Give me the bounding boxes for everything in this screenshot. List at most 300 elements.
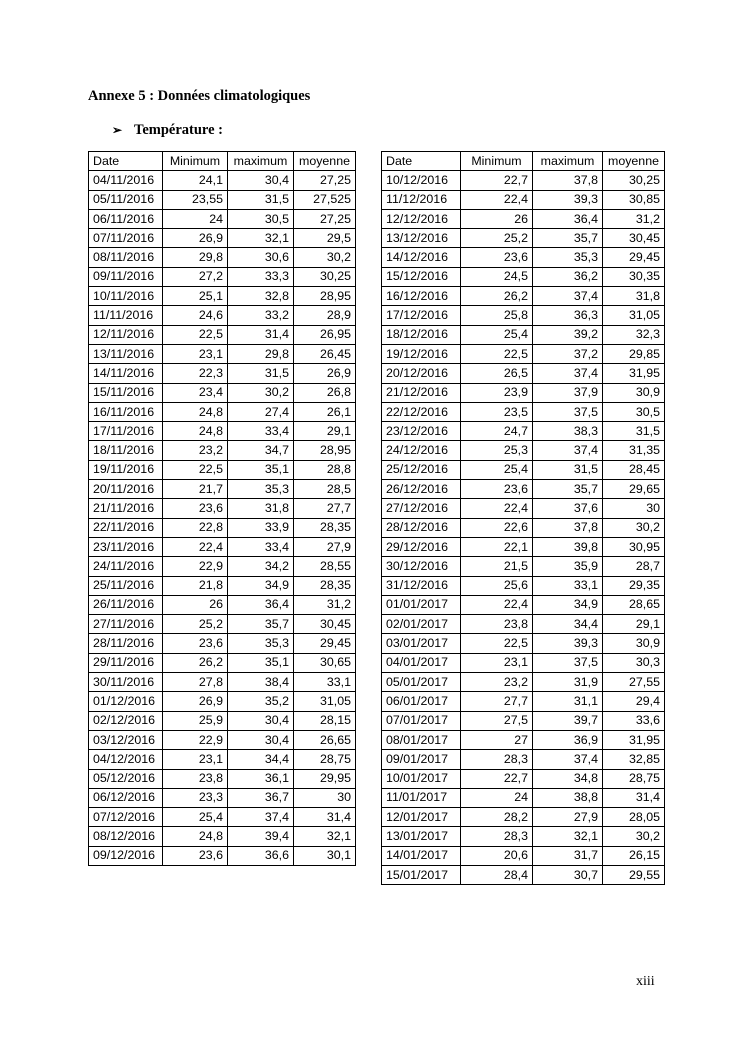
cell-moyenne: 28,65 <box>603 595 665 614</box>
table-row <box>382 422 665 441</box>
cell-minimum: 23,2 <box>461 673 533 692</box>
cell-date: 30/12/2016 <box>382 557 461 576</box>
cell-date: 28/12/2016 <box>382 518 461 537</box>
cell-moyenne: 27,25 <box>294 171 356 190</box>
page-number: xiii <box>636 974 655 989</box>
cell-maximum: 36,1 <box>228 769 294 788</box>
cell-date: 16/11/2016 <box>89 402 163 421</box>
cell-moyenne: 30,85 <box>603 190 665 209</box>
cell-date: 19/12/2016 <box>382 344 461 363</box>
cell-maximum: 30,4 <box>228 171 294 190</box>
cell-moyenne: 26,65 <box>294 730 356 749</box>
table-row <box>382 846 665 865</box>
cell-moyenne: 26,1 <box>294 402 356 421</box>
cell-date: 23/11/2016 <box>89 537 163 556</box>
table-row <box>382 402 665 421</box>
cell-moyenne: 30,65 <box>294 653 356 672</box>
cell-date: 12/12/2016 <box>382 209 461 228</box>
cell-minimum: 22,7 <box>461 171 533 190</box>
cell-minimum: 23,6 <box>163 846 228 865</box>
table-row <box>89 229 356 248</box>
cell-maximum: 34,4 <box>533 615 603 634</box>
cell-moyenne: 28,35 <box>294 518 356 537</box>
cell-date: 01/12/2016 <box>89 692 163 711</box>
cell-moyenne: 28,75 <box>294 750 356 769</box>
cell-minimum: 26 <box>163 595 228 614</box>
cell-moyenne: 29,65 <box>603 480 665 499</box>
cell-date: 14/11/2016 <box>89 364 163 383</box>
cell-maximum: 30,2 <box>228 383 294 402</box>
cell-minimum: 25,3 <box>461 441 533 460</box>
cell-moyenne: 30,45 <box>603 229 665 248</box>
cell-maximum: 35,2 <box>228 692 294 711</box>
cell-minimum: 22,6 <box>461 518 533 537</box>
cell-date: 06/01/2017 <box>382 692 461 711</box>
cell-maximum: 35,7 <box>533 229 603 248</box>
table-row <box>382 692 665 711</box>
cell-date: 29/11/2016 <box>89 653 163 672</box>
header-minimum: Minimum <box>163 152 228 171</box>
cell-minimum: 25,1 <box>163 287 228 306</box>
cell-maximum: 36,3 <box>533 306 603 325</box>
table-row <box>382 325 665 344</box>
cell-moyenne: 28,05 <box>603 808 665 827</box>
cell-minimum: 27 <box>461 730 533 749</box>
cell-maximum: 36,2 <box>533 267 603 286</box>
cell-moyenne: 31,4 <box>603 788 665 807</box>
cell-minimum: 22,7 <box>461 769 533 788</box>
cell-minimum: 21,5 <box>461 557 533 576</box>
table-row <box>89 576 356 595</box>
temperature-table-left <box>88 151 356 866</box>
table-row <box>89 190 356 209</box>
cell-moyenne: 33,1 <box>294 673 356 692</box>
cell-moyenne: 29,4 <box>603 692 665 711</box>
cell-moyenne: 33,6 <box>603 711 665 730</box>
cell-date: 13/11/2016 <box>89 344 163 363</box>
cell-maximum: 39,7 <box>533 711 603 730</box>
cell-maximum: 35,3 <box>533 248 603 267</box>
cell-minimum: 25,6 <box>461 576 533 595</box>
cell-minimum: 25,2 <box>163 615 228 634</box>
cell-minimum: 23,6 <box>163 634 228 653</box>
table-row <box>382 653 665 672</box>
cell-moyenne: 28,95 <box>294 287 356 306</box>
cell-moyenne: 30,2 <box>603 827 665 846</box>
cell-moyenne: 26,45 <box>294 344 356 363</box>
cell-moyenne: 29,1 <box>603 615 665 634</box>
cell-date: 11/11/2016 <box>89 306 163 325</box>
cell-minimum: 28,3 <box>461 827 533 846</box>
cell-minimum: 22,4 <box>163 537 228 556</box>
cell-date: 26/11/2016 <box>89 595 163 614</box>
temperature-subheading <box>112 122 223 139</box>
table-header-row <box>89 152 356 171</box>
cell-maximum: 37,5 <box>533 653 603 672</box>
cell-maximum: 34,2 <box>228 557 294 576</box>
cell-maximum: 37,9 <box>533 383 603 402</box>
cell-minimum: 26,2 <box>163 653 228 672</box>
cell-date: 29/12/2016 <box>382 537 461 556</box>
table-row <box>382 808 665 827</box>
cell-date: 24/11/2016 <box>89 557 163 576</box>
cell-date: 18/11/2016 <box>89 441 163 460</box>
table-row <box>89 325 356 344</box>
temperature-table-right <box>381 151 665 885</box>
cell-date: 20/12/2016 <box>382 364 461 383</box>
table-row <box>89 788 356 807</box>
header-moyenne: moyenne <box>294 152 356 171</box>
cell-minimum: 23,3 <box>163 788 228 807</box>
header-moyenne: moyenne <box>603 152 665 171</box>
cell-maximum: 29,8 <box>228 344 294 363</box>
cell-maximum: 35,7 <box>533 480 603 499</box>
cell-maximum: 30,4 <box>228 730 294 749</box>
cell-minimum: 27,2 <box>163 267 228 286</box>
table-row <box>89 730 356 749</box>
subheading-text: Température : <box>134 122 223 138</box>
cell-minimum: 23,1 <box>163 750 228 769</box>
table-row <box>89 383 356 402</box>
cell-maximum: 36,6 <box>228 846 294 865</box>
table-row <box>382 557 665 576</box>
table-row <box>382 190 665 209</box>
cell-date: 17/11/2016 <box>89 422 163 441</box>
cell-date: 06/11/2016 <box>89 209 163 228</box>
cell-minimum: 25,9 <box>163 711 228 730</box>
table-body-left <box>89 171 356 866</box>
cell-moyenne: 30 <box>603 499 665 518</box>
cell-date: 22/11/2016 <box>89 518 163 537</box>
cell-minimum: 23,1 <box>461 653 533 672</box>
cell-minimum: 22,4 <box>461 595 533 614</box>
cell-maximum: 31,7 <box>533 846 603 865</box>
cell-minimum: 24 <box>163 209 228 228</box>
cell-date: 13/01/2017 <box>382 827 461 846</box>
cell-maximum: 38,4 <box>228 673 294 692</box>
table-row <box>89 171 356 190</box>
cell-date: 05/11/2016 <box>89 190 163 209</box>
table-row <box>382 615 665 634</box>
cell-minimum: 22,5 <box>461 634 533 653</box>
table-row <box>89 499 356 518</box>
cell-date: 14/01/2017 <box>382 846 461 865</box>
cell-minimum: 24,7 <box>461 422 533 441</box>
cell-moyenne: 26,15 <box>603 846 665 865</box>
cell-maximum: 35,9 <box>533 557 603 576</box>
cell-moyenne: 30,2 <box>603 518 665 537</box>
cell-date: 31/12/2016 <box>382 576 461 595</box>
table-row <box>89 692 356 711</box>
table-row <box>89 441 356 460</box>
table-row <box>89 595 356 614</box>
cell-moyenne: 31,05 <box>294 692 356 711</box>
cell-date: 04/01/2017 <box>382 653 461 672</box>
cell-date: 05/01/2017 <box>382 673 461 692</box>
cell-maximum: 39,2 <box>533 325 603 344</box>
cell-moyenne: 31,8 <box>603 287 665 306</box>
cell-minimum: 26,5 <box>461 364 533 383</box>
table-row <box>382 480 665 499</box>
table-row <box>89 537 356 556</box>
cell-maximum: 34,4 <box>228 750 294 769</box>
cell-maximum: 32,1 <box>228 229 294 248</box>
cell-maximum: 36,9 <box>533 730 603 749</box>
table-row <box>382 595 665 614</box>
cell-date: 08/11/2016 <box>89 248 163 267</box>
cell-minimum: 25,4 <box>163 808 228 827</box>
cell-minimum: 23,8 <box>163 769 228 788</box>
cell-maximum: 30,7 <box>533 865 603 884</box>
table-header-row <box>382 152 665 171</box>
cell-maximum: 36,7 <box>228 788 294 807</box>
table-row <box>89 460 356 479</box>
cell-date: 04/11/2016 <box>89 171 163 190</box>
cell-moyenne: 27,55 <box>603 673 665 692</box>
cell-moyenne: 30,9 <box>603 383 665 402</box>
cell-minimum: 24 <box>461 788 533 807</box>
cell-date: 27/11/2016 <box>89 615 163 634</box>
cell-maximum: 32,8 <box>228 287 294 306</box>
cell-moyenne: 30,5 <box>603 402 665 421</box>
cell-date: 26/12/2016 <box>382 480 461 499</box>
cell-moyenne: 30 <box>294 788 356 807</box>
cell-date: 07/12/2016 <box>89 808 163 827</box>
cell-moyenne: 31,35 <box>603 441 665 460</box>
cell-moyenne: 28,35 <box>294 576 356 595</box>
table-row <box>382 441 665 460</box>
header-date: Date <box>382 152 461 171</box>
cell-minimum: 25,8 <box>461 306 533 325</box>
cell-maximum: 33,2 <box>228 306 294 325</box>
cell-moyenne: 30,3 <box>603 653 665 672</box>
cell-minimum: 28,3 <box>461 750 533 769</box>
cell-minimum: 22,9 <box>163 730 228 749</box>
cell-moyenne: 29,5 <box>294 229 356 248</box>
cell-date: 06/12/2016 <box>89 788 163 807</box>
cell-date: 30/11/2016 <box>89 673 163 692</box>
cell-maximum: 36,4 <box>228 595 294 614</box>
table-row <box>382 769 665 788</box>
cell-moyenne: 27,7 <box>294 499 356 518</box>
cell-maximum: 30,6 <box>228 248 294 267</box>
cell-minimum: 22,5 <box>461 344 533 363</box>
cell-moyenne: 31,95 <box>603 730 665 749</box>
cell-date: 14/12/2016 <box>382 248 461 267</box>
cell-maximum: 33,4 <box>228 422 294 441</box>
cell-moyenne: 28,55 <box>294 557 356 576</box>
cell-date: 21/11/2016 <box>89 499 163 518</box>
cell-moyenne: 29,55 <box>603 865 665 884</box>
cell-maximum: 37,4 <box>228 808 294 827</box>
cell-maximum: 39,8 <box>533 537 603 556</box>
table-row <box>382 460 665 479</box>
cell-date: 10/11/2016 <box>89 287 163 306</box>
cell-maximum: 31,8 <box>228 499 294 518</box>
cell-moyenne: 26,95 <box>294 325 356 344</box>
cell-minimum: 28,2 <box>461 808 533 827</box>
table-row <box>89 615 356 634</box>
cell-moyenne: 30,25 <box>603 171 665 190</box>
cell-maximum: 34,7 <box>228 441 294 460</box>
table-row <box>89 402 356 421</box>
cell-maximum: 27,9 <box>533 808 603 827</box>
cell-minimum: 24,1 <box>163 171 228 190</box>
table-row <box>382 730 665 749</box>
header-date: Date <box>89 152 163 171</box>
cell-moyenne: 30,2 <box>294 248 356 267</box>
cell-maximum: 34,9 <box>228 576 294 595</box>
cell-date: 19/11/2016 <box>89 460 163 479</box>
table-row <box>382 209 665 228</box>
cell-minimum: 23,1 <box>163 344 228 363</box>
cell-minimum: 24,8 <box>163 402 228 421</box>
cell-date: 18/12/2016 <box>382 325 461 344</box>
cell-minimum: 26,9 <box>163 692 228 711</box>
cell-date: 21/12/2016 <box>382 383 461 402</box>
table-row <box>382 383 665 402</box>
cell-moyenne: 28,15 <box>294 711 356 730</box>
table-row <box>89 287 356 306</box>
cell-minimum: 22,4 <box>461 499 533 518</box>
cell-moyenne: 29,45 <box>603 248 665 267</box>
cell-maximum: 37,2 <box>533 344 603 363</box>
cell-date: 24/12/2016 <box>382 441 461 460</box>
cell-minimum: 21,7 <box>163 480 228 499</box>
cell-minimum: 23,4 <box>163 383 228 402</box>
cell-maximum: 30,4 <box>228 711 294 730</box>
cell-maximum: 37,5 <box>533 402 603 421</box>
cell-date: 27/12/2016 <box>382 499 461 518</box>
cell-maximum: 33,1 <box>533 576 603 595</box>
table-row <box>382 576 665 595</box>
table-row <box>89 248 356 267</box>
cell-date: 10/01/2017 <box>382 769 461 788</box>
cell-maximum: 33,3 <box>228 267 294 286</box>
table-row <box>89 750 356 769</box>
cell-maximum: 31,1 <box>533 692 603 711</box>
table-row <box>89 711 356 730</box>
cell-moyenne: 31,2 <box>603 209 665 228</box>
cell-date: 02/12/2016 <box>89 711 163 730</box>
table-row <box>382 711 665 730</box>
cell-minimum: 23,6 <box>163 499 228 518</box>
cell-date: 25/12/2016 <box>382 460 461 479</box>
cell-maximum: 35,7 <box>228 615 294 634</box>
cell-maximum: 37,4 <box>533 287 603 306</box>
cell-maximum: 30,5 <box>228 209 294 228</box>
cell-moyenne: 31,95 <box>603 364 665 383</box>
cell-moyenne: 27,9 <box>294 537 356 556</box>
table-row <box>382 537 665 556</box>
cell-minimum: 22,4 <box>461 190 533 209</box>
cell-date: 07/01/2017 <box>382 711 461 730</box>
cell-maximum: 35,3 <box>228 480 294 499</box>
cell-maximum: 33,4 <box>228 537 294 556</box>
cell-moyenne: 28,8 <box>294 460 356 479</box>
table-row <box>89 480 356 499</box>
cell-moyenne: 31,05 <box>603 306 665 325</box>
cell-minimum: 24,6 <box>163 306 228 325</box>
cell-maximum: 37,6 <box>533 499 603 518</box>
cell-moyenne: 29,95 <box>294 769 356 788</box>
cell-moyenne: 28,9 <box>294 306 356 325</box>
cell-moyenne: 31,5 <box>603 422 665 441</box>
table-row <box>382 364 665 383</box>
table-row <box>89 267 356 286</box>
cell-moyenne: 29,85 <box>603 344 665 363</box>
table-row <box>89 769 356 788</box>
table-row <box>382 750 665 769</box>
cell-date: 12/11/2016 <box>89 325 163 344</box>
cell-date: 15/01/2017 <box>382 865 461 884</box>
table-row <box>382 171 665 190</box>
cell-moyenne: 32,1 <box>294 827 356 846</box>
cell-maximum: 36,4 <box>533 209 603 228</box>
table-row <box>382 344 665 363</box>
cell-minimum: 23,6 <box>461 248 533 267</box>
cell-minimum: 27,7 <box>461 692 533 711</box>
table-row <box>382 518 665 537</box>
cell-moyenne: 32,3 <box>603 325 665 344</box>
table-row <box>382 229 665 248</box>
cell-date: 13/12/2016 <box>382 229 461 248</box>
cell-date: 12/01/2017 <box>382 808 461 827</box>
cell-date: 28/11/2016 <box>89 634 163 653</box>
table-row <box>382 248 665 267</box>
cell-moyenne: 28,95 <box>294 441 356 460</box>
cell-date: 01/01/2017 <box>382 595 461 614</box>
cell-date: 11/12/2016 <box>382 190 461 209</box>
cell-minimum: 26,2 <box>461 287 533 306</box>
cell-maximum: 34,8 <box>533 769 603 788</box>
cell-minimum: 27,8 <box>163 673 228 692</box>
cell-minimum: 24,8 <box>163 827 228 846</box>
cell-minimum: 22,9 <box>163 557 228 576</box>
cell-maximum: 35,3 <box>228 634 294 653</box>
cell-minimum: 22,1 <box>461 537 533 556</box>
cell-maximum: 35,1 <box>228 460 294 479</box>
cell-moyenne: 30,9 <box>603 634 665 653</box>
cell-minimum: 25,4 <box>461 460 533 479</box>
cell-maximum: 37,4 <box>533 364 603 383</box>
cell-maximum: 37,4 <box>533 441 603 460</box>
header-minimum: Minimum <box>461 152 533 171</box>
cell-minimum: 23,2 <box>163 441 228 460</box>
cell-date: 08/12/2016 <box>89 827 163 846</box>
cell-minimum: 27,5 <box>461 711 533 730</box>
cell-date: 25/11/2016 <box>89 576 163 595</box>
cell-moyenne: 30,35 <box>603 267 665 286</box>
cell-minimum: 24,8 <box>163 422 228 441</box>
annex-heading: Annexe 5 : Données climatologiques <box>88 88 311 104</box>
cell-moyenne: 28,7 <box>603 557 665 576</box>
cell-maximum: 37,4 <box>533 750 603 769</box>
cell-minimum: 23,5 <box>461 402 533 421</box>
cell-moyenne: 30,25 <box>294 267 356 286</box>
cell-date: 02/01/2017 <box>382 615 461 634</box>
cell-moyenne: 28,45 <box>603 460 665 479</box>
cell-maximum: 38,3 <box>533 422 603 441</box>
table-row <box>89 518 356 537</box>
cell-minimum: 25,2 <box>461 229 533 248</box>
cell-date: 17/12/2016 <box>382 306 461 325</box>
cell-minimum: 24,5 <box>461 267 533 286</box>
cell-date: 08/01/2017 <box>382 730 461 749</box>
table-row <box>382 634 665 653</box>
cell-maximum: 34,9 <box>533 595 603 614</box>
cell-maximum: 32,1 <box>533 827 603 846</box>
